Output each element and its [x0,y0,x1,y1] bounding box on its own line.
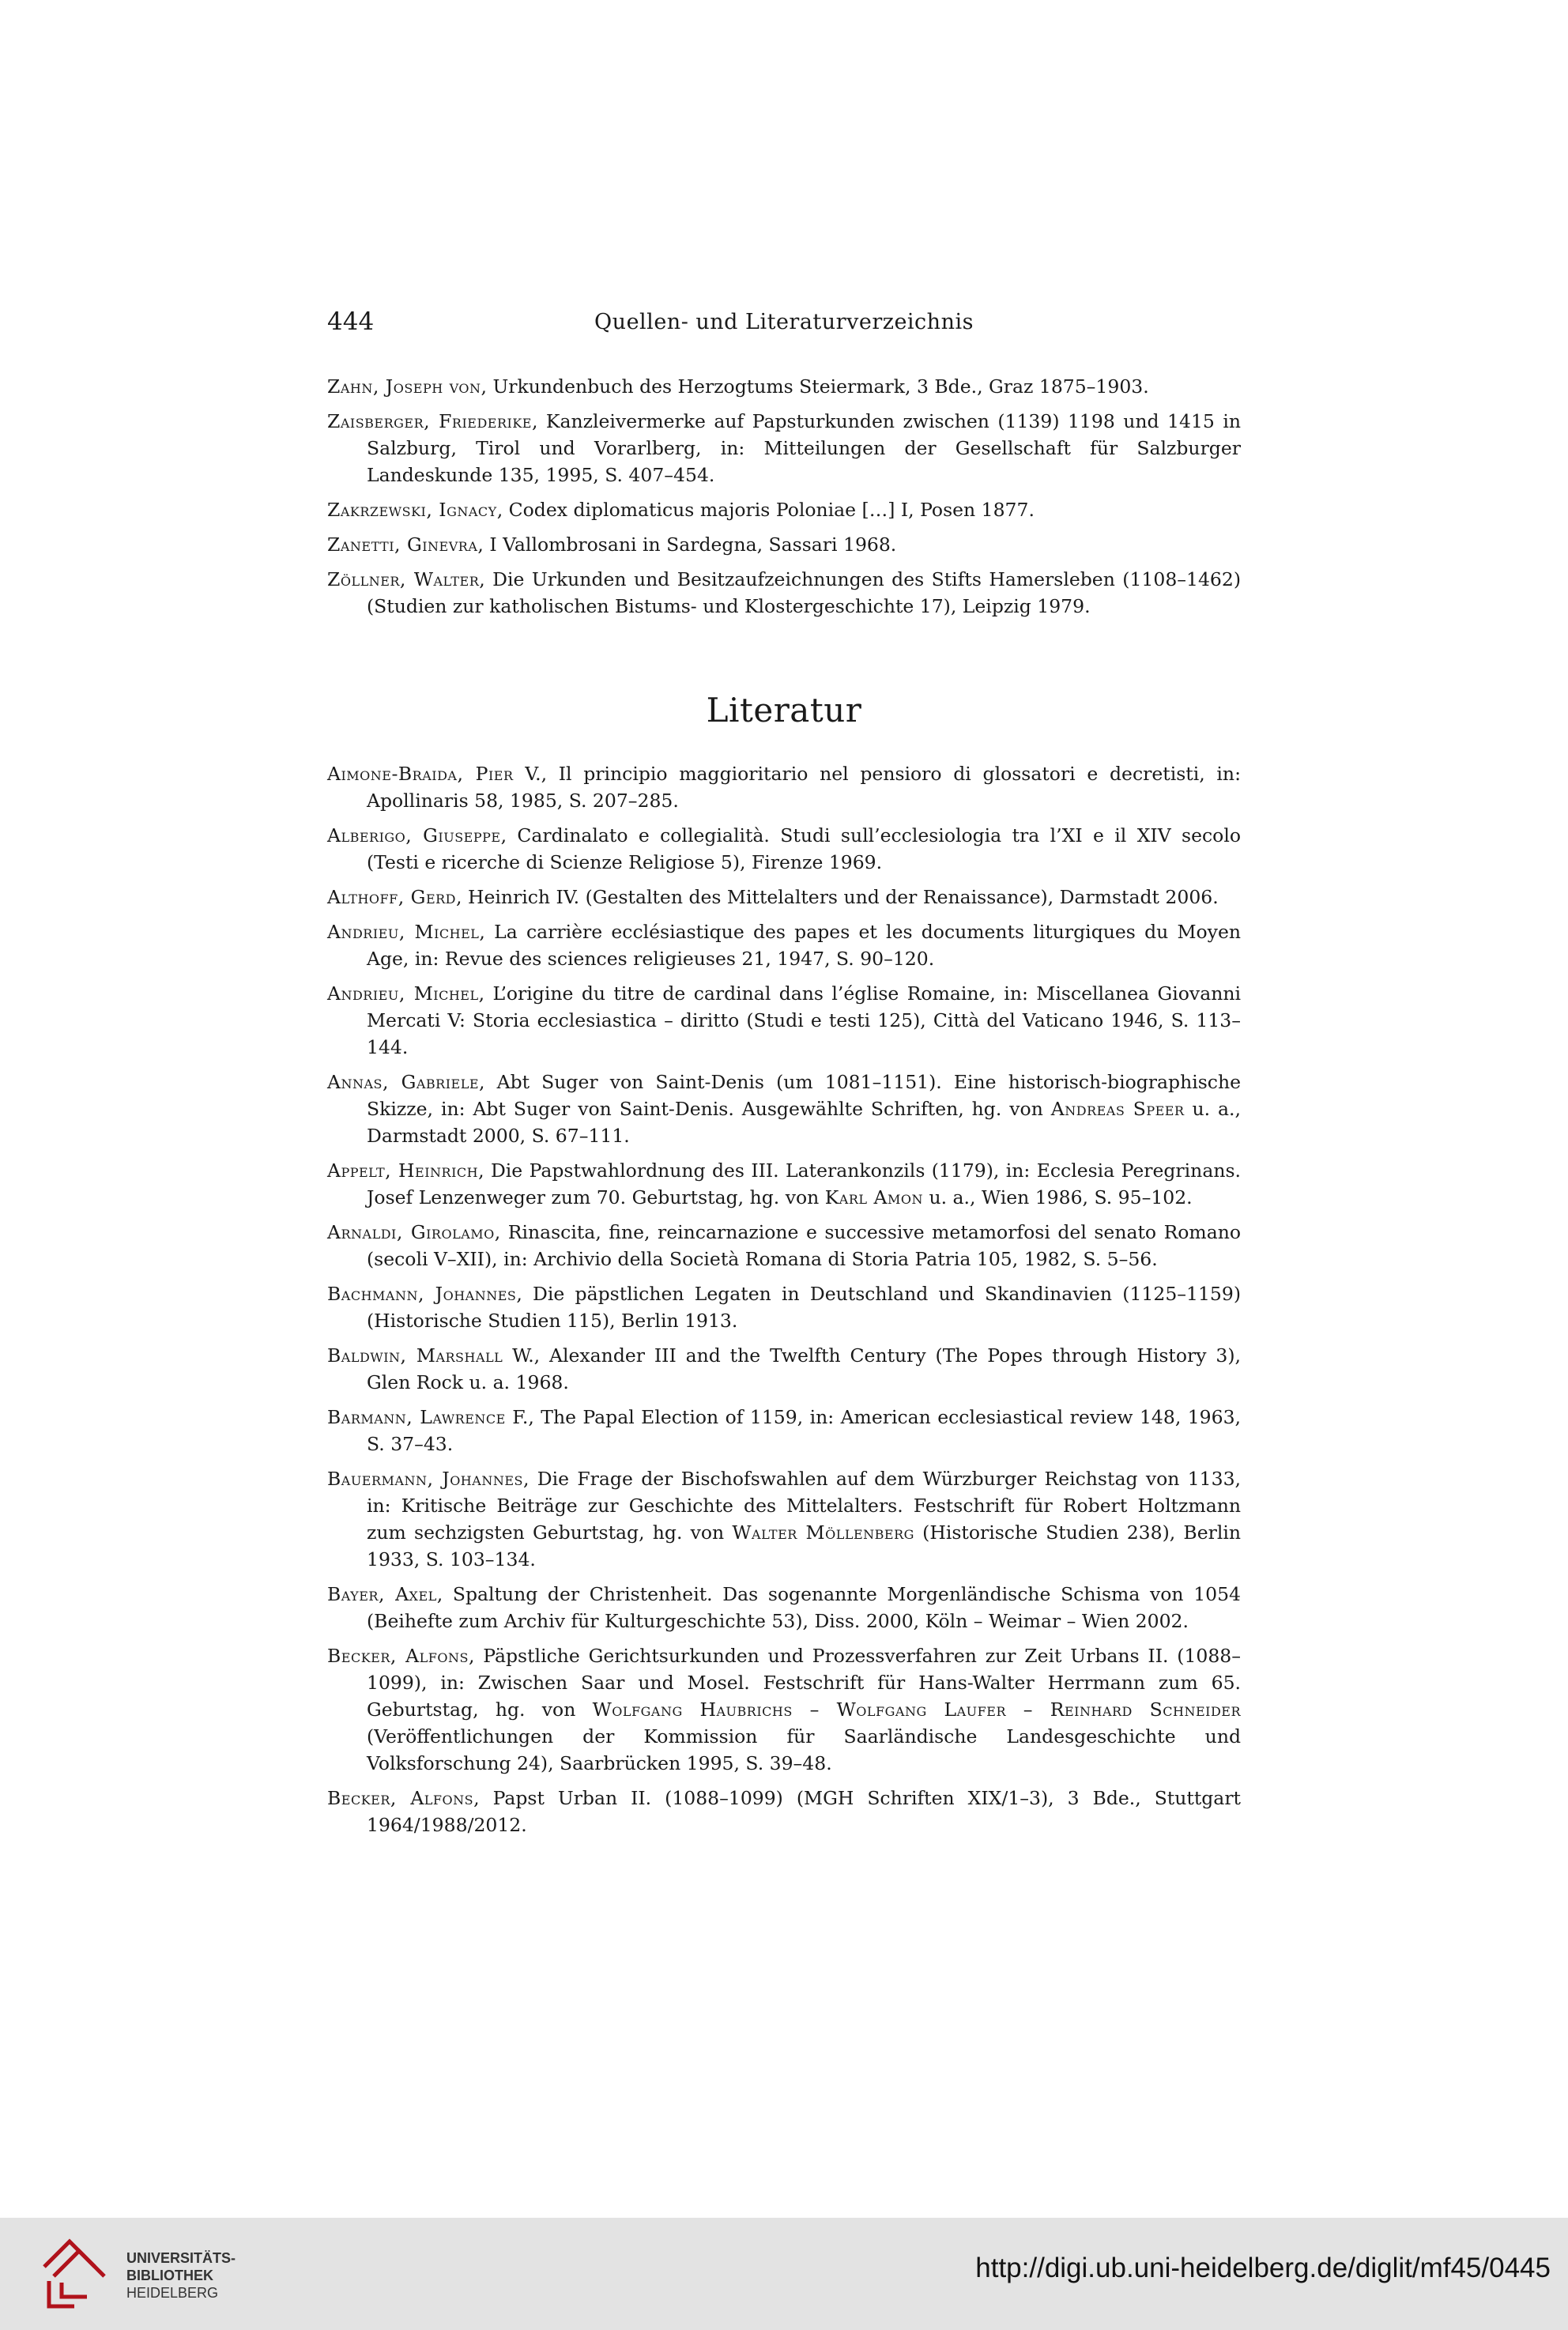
entry-author: Zöllner, Walter [327,568,480,590]
entry-author: Bayer, Axel [327,1583,437,1605]
bibliography-entry [327,1581,1241,1634]
entry-author: Alberigo, Giuseppe [327,824,501,846]
entry-author: Annas, Gabriele [327,1071,480,1093]
entry-author: Bachmann, Johannes [327,1283,517,1305]
page-number: 444 [327,307,375,336]
entry-text: , I Vallombrosani in Sardegna, Sassari 1968. [477,533,897,556]
bibliography-entry [327,1157,1241,1211]
entry-author: Zahn, Joseph von [327,375,481,398]
entry-text: , Die päpstlichen Legaten in Deutschland und Skandinavien (1125–1159) (Historische Studien 115), Berlin 1913. [367,1283,1241,1332]
library-name [126,2249,236,2302]
entry-text: V., Il principio maggioritario nel pensioro di glossatori e decretisti, in: Apollinaris 58, 1985, S. 207–285. [367,763,1241,812]
entry-author: Becker, Alfons [327,1645,469,1667]
entry-text: (Historische Studien 238), Berlin 1933, S. 103–134. [367,1521,1241,1570]
page-header [327,307,1241,342]
sources-list [327,373,1241,628]
entry-text: (Veröffentlichungen der Kommission für Saarländische Landesgeschichte und Volksforschung 24), Saarbrücken 1995, S. 39–48. [367,1725,1241,1774]
entry-author: Andrieu, Michel [327,982,479,1005]
literature-list [327,760,1241,1846]
bibliography-entry [327,566,1241,620]
entry-author: Appelt, Heinrich [327,1159,479,1182]
entry-author: Zaisberger, Friederike [327,410,532,432]
entry-text: , Abt Suger von Saint-Denis (um 1081–1151). Eine historisch-biographische Skizze, in: Abt Suger von Saint-Denis. Ausgewählte Schriften, hg. von [367,1071,1241,1120]
entry-author: Zakrzewski, Ignacy [327,499,497,521]
entry-editor: Andreas Speer [1050,1098,1185,1120]
entry-text: , Papst Urban II. (1088–1099) (MGH Schriften XIX/1–3), 3 Bde., Stuttgart 1964/1988/2012. [367,1787,1241,1836]
entry-editor: Walter Möllenberg [732,1521,914,1544]
bibliography-entry [327,531,1241,558]
library-name-line2: BIBLIOTHEK [126,2268,213,2283]
entry-text: F., The Papal Election of 1159, in: American ecclesiastical review 148, 1963, S. 37–43. [367,1406,1242,1455]
entry-text: , Cardinalato e collegialità. Studi sull’ecclesiologia tra l’XI e il XIV secolo (Testi e ricerche di Scienze Religiose 5), Firenze 1969. [367,824,1241,873]
entry-editor: Wolfgang Haubrichs – Wolfgang Laufer – Reinhard Schneider [592,1698,1241,1721]
entry-text: u. a., Darmstadt 2000, S. 67–111. [367,1098,1241,1147]
entry-text: , Urkundenbuch des Herzogtums Steiermark, 3 Bde., Graz 1875–1903. [481,375,1149,398]
bibliography-entry [327,1785,1241,1838]
bibliography-entry [327,1465,1241,1573]
entry-text: , Die Urkunden und Besitzaufzeichnungen des Stifts Hamersleben (1108–1462) (Studien zur katholischen Bistums- und Klostergeschichte 17), Leipzig 1979. [367,568,1241,617]
entry-author: Barmann, Lawrence [327,1406,506,1428]
bibliography-entry [327,1342,1241,1396]
bibliography-entry [327,1642,1241,1777]
entry-author: Baldwin, Marshall [327,1344,503,1367]
bibliography-entry [327,373,1241,400]
entry-text: , Kanzleivermerke auf Papsturkunden zwischen (1139) 1198 und 1415 in Salzburg, Tirol und Vorarlberg, in: Mitteilungen der Gesellschaft für Salzburger Landeskunde 135, 1995, S. 407–454. [367,410,1241,486]
bibliography-entry [327,496,1241,523]
bibliography-entry [327,1280,1241,1334]
entry-text: , Päpstliche Gerichtsurkunden und Prozessverfahren zur Zeit Urbans II. (1088–1099), in: Zwischen Saar und Mosel. Festschrift für Hans-Walter Herrmann zum 65. Geburtstag, hg. von [367,1645,1242,1721]
entry-editor: Karl Amon [824,1186,923,1208]
bibliography-entry [327,822,1241,876]
entry-text: , La carrière ecclésiastique des papes et les documents liturgiques du Moyen Age, in: Revue des sciences religieuses 21, 1947, S. 90–120. [367,921,1241,970]
bibliography-entry [327,980,1241,1061]
running-title: Quellen- und Literaturverzeichnis [594,310,974,334]
entry-author: Aimone-Braida, Pier [327,763,514,785]
entry-author: Arnaldi, Girolamo [327,1221,495,1243]
entry-text: , Rinascita, fine, reincarnazione e successive metamorfosi del senato Romano (secoli V–XII), in: Archivio della Società Romana di Storia Patria 105, 1982, S. 5–56. [367,1221,1241,1270]
entry-author: Becker, Alfons [327,1787,474,1809]
entry-text: , L’origine du titre de cardinal dans l’église Romaine, in: Miscellanea Giovanni Mercati V: Storia ecclesiastica – diritto (Studi e testi 125), Città del Vaticano 1946, S. 113–144. [367,982,1241,1058]
digital-copy-url[interactable]: http://digi.ub.uni-heidelberg.de/diglit/mf45/0445 [975,2253,1551,2283]
bibliography-entry [327,408,1241,488]
entry-author: Althoff, Gerd [327,886,457,908]
entry-author: Zanetti, Ginevra [327,533,478,556]
entry-text: , Die Frage der Bischofswahlen auf dem Würzburger Reichstag von 1133, in: Kritische Beiträge zur Geschichte des Mittelalters. Festschrift für Robert Holtzmann zum sechzigsten Geburtstag, hg. von [367,1468,1241,1544]
ub-heidelberg-logo-icon [38,2235,111,2313]
bibliography-entry [327,1069,1241,1149]
bibliography-entry [327,1219,1241,1272]
entry-author: Bauermann, Johannes [327,1468,523,1490]
entry-author: Andrieu, Michel [327,921,480,943]
footer-bar [0,2218,1568,2330]
section-heading: Literatur [706,691,862,730]
bibliography-entry [327,884,1241,911]
entry-text: , Die Papstwahlordnung des III. Laterankonzils (1179), in: Ecclesia Peregrinans. Josef Lenzenweger zum 70. Geburtstag, hg. von [367,1159,1241,1208]
library-name-line1: UNIVERSITÄTS- [126,2250,236,2266]
entry-text: , Heinrich IV. (Gestalten des Mittelalters und der Renaissance), Darmstadt 2006. [456,886,1219,908]
bibliography-entry [327,760,1241,814]
library-name-line3: HEIDELBERG [126,2285,219,2301]
entry-text: , Spaltung der Christenheit. Das sogenannte Morgenländische Schisma von 1054 (Beihefte zum Archiv für Kulturgeschichte 53), Diss. 2000, Köln – Weimar – Wien 2002. [367,1583,1241,1632]
entry-text: , Codex diplomaticus majoris Poloniae […] I, Posen 1877. [496,499,1035,521]
entry-text: W., Alexander III and the Twelfth Century (The Popes through History 3), Glen Rock u. a. 1968. [367,1344,1241,1393]
bibliography-entry [327,918,1241,972]
bibliography-entry [327,1404,1241,1457]
entry-text: u. a., Wien 1986, S. 95–102. [922,1186,1193,1208]
